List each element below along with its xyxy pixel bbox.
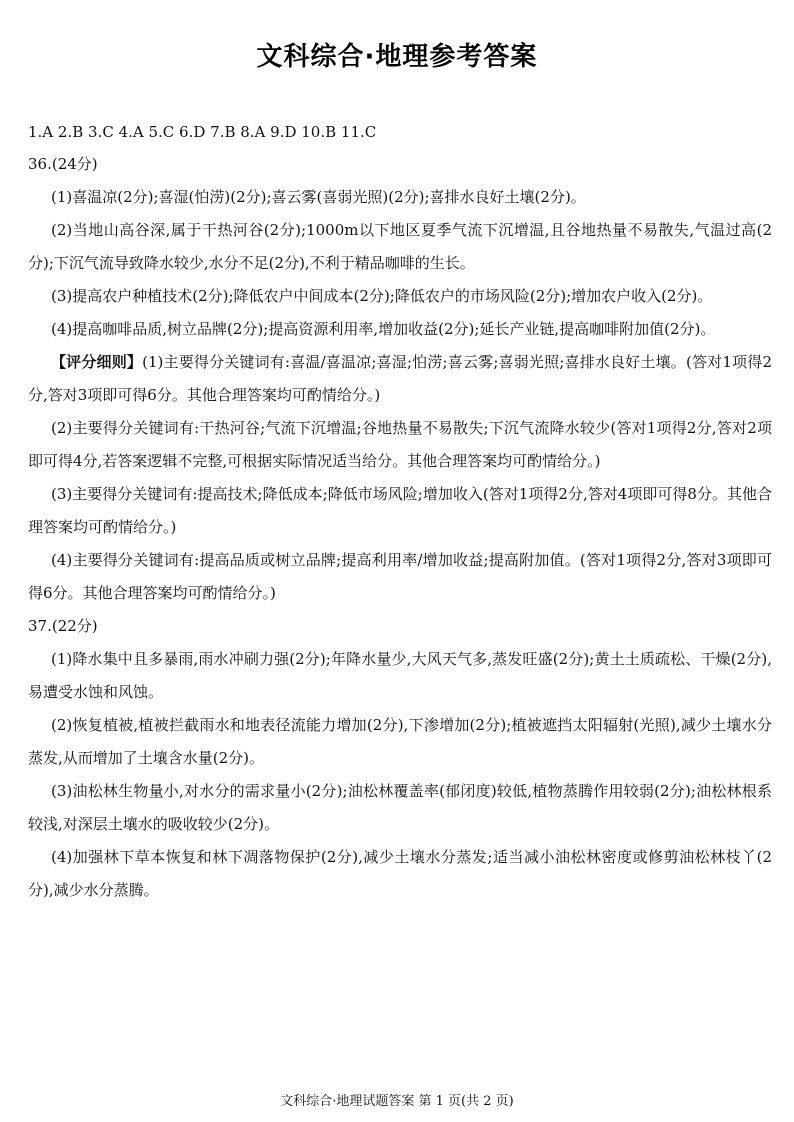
q36-rubric-1-text: (1)主要得分关键词有:喜温/喜温凉;喜湿;怕涝;喜云雾;喜弱光照;喜排水良好土壤。(答对1项得2分,答对3项即可得6分。其他合理答案均可酌情给分。) [28, 353, 772, 404]
q36-rubric-1 [28, 346, 772, 412]
question-36-heading: 36.(24分) [28, 155, 98, 173]
page-footer: 文科综合·地理试题答案 第 1 页(共 2 页) [280, 1094, 514, 1109]
q36-answer-4: (4)提高咖啡品质,树立品牌(2分);提高资源利用率,增加收益(2分);延长产业链,提高咖啡附加值(2分)。 [51, 320, 716, 338]
rubric-label: 【评分细则】 [51, 353, 143, 371]
page-title: 文科综合·地理参考答案 [256, 42, 538, 72]
question-36 [28, 148, 772, 610]
q36-rubric-4: (4)主要得分关键词有:提高品质或树立品牌;提高利用率/增加收益;提高附加值。(答对1项得2分,答对3项即可得6分。其他合理答案均可酌情给分。) [28, 551, 772, 602]
q36-rubric-3: (3)主要得分关键词有:提高技术;降低成本;降低市场风险;增加收入(答对1项得2分,答对4项即可得8分。其他合理答案均可酌情给分。) [28, 485, 772, 536]
q36-answer-1: (1)喜温凉(2分);喜湿(怕涝)(2分);喜云雾(喜弱光照)(2分);喜排水良好土壤(2分)。 [51, 188, 586, 206]
question-37 [28, 610, 772, 907]
q37-answer-3: (3)油松林生物量小,对水分的需求量小(2分);油松林覆盖率(郁闭度)较低,植物蒸腾作用较弱(2分);油松林根系较浅,对深层土壤水的吸收较少(2分)。 [28, 782, 772, 833]
q36-answer-3: (3)提高农户种植技术(2分);降低农户中间成本(2分);降低农户的市场风险(2分);增加农户收入(2分)。 [51, 287, 713, 305]
q36-answer-2: (2)当地山高谷深,属于干热河谷(2分);1000m以下地区夏季气流下沉增温,且谷地热量不易散失,气温过高(2分);下沉气流导致降水较少,水分不足(2分),不利于精品咖啡的生长。 [28, 221, 772, 272]
choice-answers: 1.A 2.B 3.C 4.A 5.C 6.D 7.B 8.A 9.D 10.B 11.C [28, 123, 377, 141]
q37-answer-4: (4)加强林下草本恢复和林下凋落物保护(2分),减少土壤水分蒸发;适当减小油松林密度或修剪油松林枝丫(2分),减少水分蒸腾。 [28, 848, 772, 899]
q37-answer-2: (2)恢复植被,植被拦截雨水和地表径流能力增加(2分),下渗增加(2分);植被遮挡太阳辐射(光照),减少土壤水分蒸发,从而增加了土壤含水量(2分)。 [28, 716, 772, 767]
question-37-heading: 37.(22分) [28, 617, 98, 635]
q36-rubric-2: (2)主要得分关键词有:干热河谷;气流下沉增温;谷地热量不易散失;下沉气流降水较少(答对1项得2分,答对2项即可得4分,若答案逻辑不完整,可根据实际情况适当给分。其他合理答案均可酌情给分。) [28, 419, 772, 470]
answer-content [28, 118, 772, 907]
q37-answer-1: (1)降水集中且多暴雨,雨水冲刷力强(2分);年降水量少,大风天气多,蒸发旺盛(2分);黄土土质疏松、干燥(2分),易遭受水蚀和风蚀。 [28, 650, 772, 701]
